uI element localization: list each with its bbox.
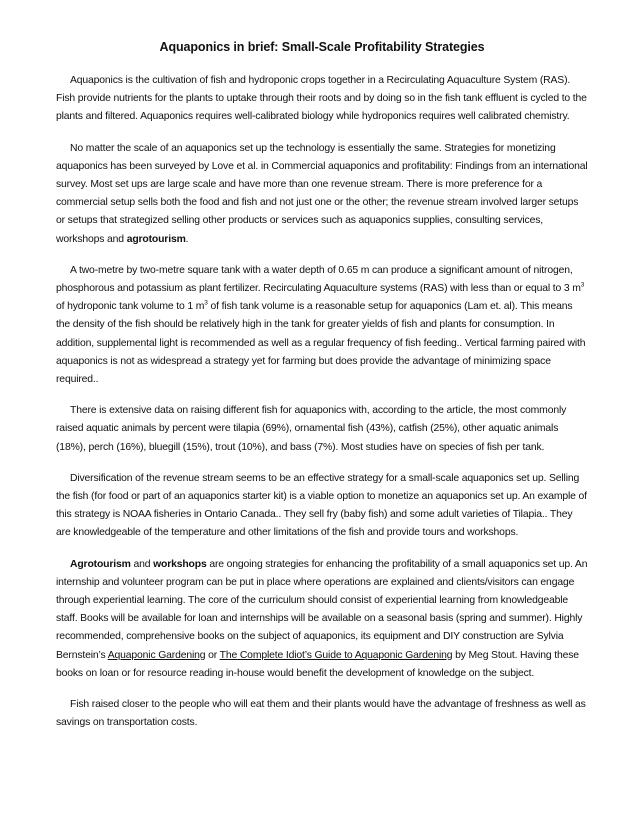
book-title-idiots-guide: The Complete Idiot’s Guide to Aquaponic Gardening [219, 649, 453, 661]
paragraph-agrotourism [56, 556, 588, 683]
paragraph-conclusion: Fish raised closer to the people who will eat them and their plants would have the advantage of freshness as well as savings on transportation costs. [56, 699, 586, 729]
cubic-superscript-1: 3 [580, 281, 585, 289]
agrotourism-heading-bold: Agrotourism [70, 558, 131, 570]
agrotourism-or: or [205, 649, 220, 661]
agrotourism-and: and [130, 558, 154, 570]
tank-text-b: of hydroponic tank volume to 1 m [56, 301, 205, 313]
paragraph-monetizing [56, 140, 588, 249]
paragraph-tank-setup [56, 262, 588, 389]
agrotourism-end: by Meg Stout. Having these books on loan or for resource reading in-house would benefit the development of knowledge on the subject. [56, 649, 579, 679]
paragraph-intro: Aquaponics is the cultivation of fish and hydroponic crops together in a Recirculating Aquaculture System (RAS). Fish provide nutrients for the plants to uptake through their roots and by doing so in the fish tank effluent is cycled to the plants and filtered. Aquaponics requires well-calibrated biology while hydroponics requires well calibrated chemistry. [56, 75, 587, 123]
paragraph-monetizing-text: No matter the scale of an aquaponics set up the technology is essentially the same. Strategies for monetizing aquaponics has been surveyed by Love et al. in Commercial aquaponics and profitability: Findings from an international survey. Most set ups are large scale and have more than one revenue stream. There is more preference for a commercial setup sells both the food and fish and not just one or the other; the revenue stream involved larger setups or setups that strategized selling other products or services such as aquaponics supplies, consulting services, workshops and [56, 142, 588, 245]
tank-text-c: of fish tank volume is a reasonable setup for aquaponics (Lam et. al). This means the density of the fish should be relatively high in the tank for greater yields of fish and plants for consumption. In addition, supplemental light is recommended as well as a regular frequency of fish feeding.. Vertical farming paired with aquaponics is not as widespread a strategy yet for farming but does provide the advantage of minimizing space required.. [56, 301, 586, 386]
workshops-bold: workshops [153, 558, 207, 570]
paragraph-monetizing-end: . [185, 233, 189, 245]
tank-text-a: A two-metre by two-metre square tank with a water depth of 0.65 m can produce a significant amount of nitrogen, phosphorous and potassium as plant fertilizer. Recirculating Aquaculture systems (RAS) with less than or equal to 3 m [56, 264, 581, 295]
agrotourism-bold: agrotourism [126, 233, 186, 245]
paragraph-fish-species: There is extensive data on raising different fish for aquaponics with, according to the article, the most commonly raised aquatic animals by percent were tilapia (69%), ornamental fish (43%), catfish (25%), other aquatic animals (18%), perch (16%), bluegill (15%), trout (10%), and bass (7%). Most studies have on species of fish per tank. [56, 405, 567, 453]
book-title-aquaponic-gardening: Aquaponic Gardening [107, 649, 206, 661]
agrotourism-text: are ongoing strategies for enhancing the profitability of a small aquaponics set up. An internship and volunteer program can be put in place where operations are explained and clients/visitors can engage through experiential learning. The core of the curriculum should consist of experiential learning from knowledgeable staff. Books will be available for loan and internships will be available on a seasonal basis (spring and summer). Highly recommended, comprehensive books on the subject of aquaponics, its equipment and DIY construction are Sylvia Bernstein’s [56, 558, 588, 661]
cubic-superscript-2: 3 [204, 299, 208, 307]
paragraph-diversification: Diversification of the revenue stream seems to be an effective strategy for a small-scale aquaponics set up. Selling the fish (for food or part of an aquaponics starter kit) is a viable option to monetize an aquaponics set up. An example of this strategy is NOAA fisheries in Ontario Canada.. They sell fry (baby fish) and some adult varieties of Tilapia.. They are knowledgeable of the temperature and other limitations of the fish and provide tours and workshops. [56, 472, 587, 539]
document-title: Aquaponics in brief: Small-Scale Profitability Strategies [159, 40, 485, 54]
